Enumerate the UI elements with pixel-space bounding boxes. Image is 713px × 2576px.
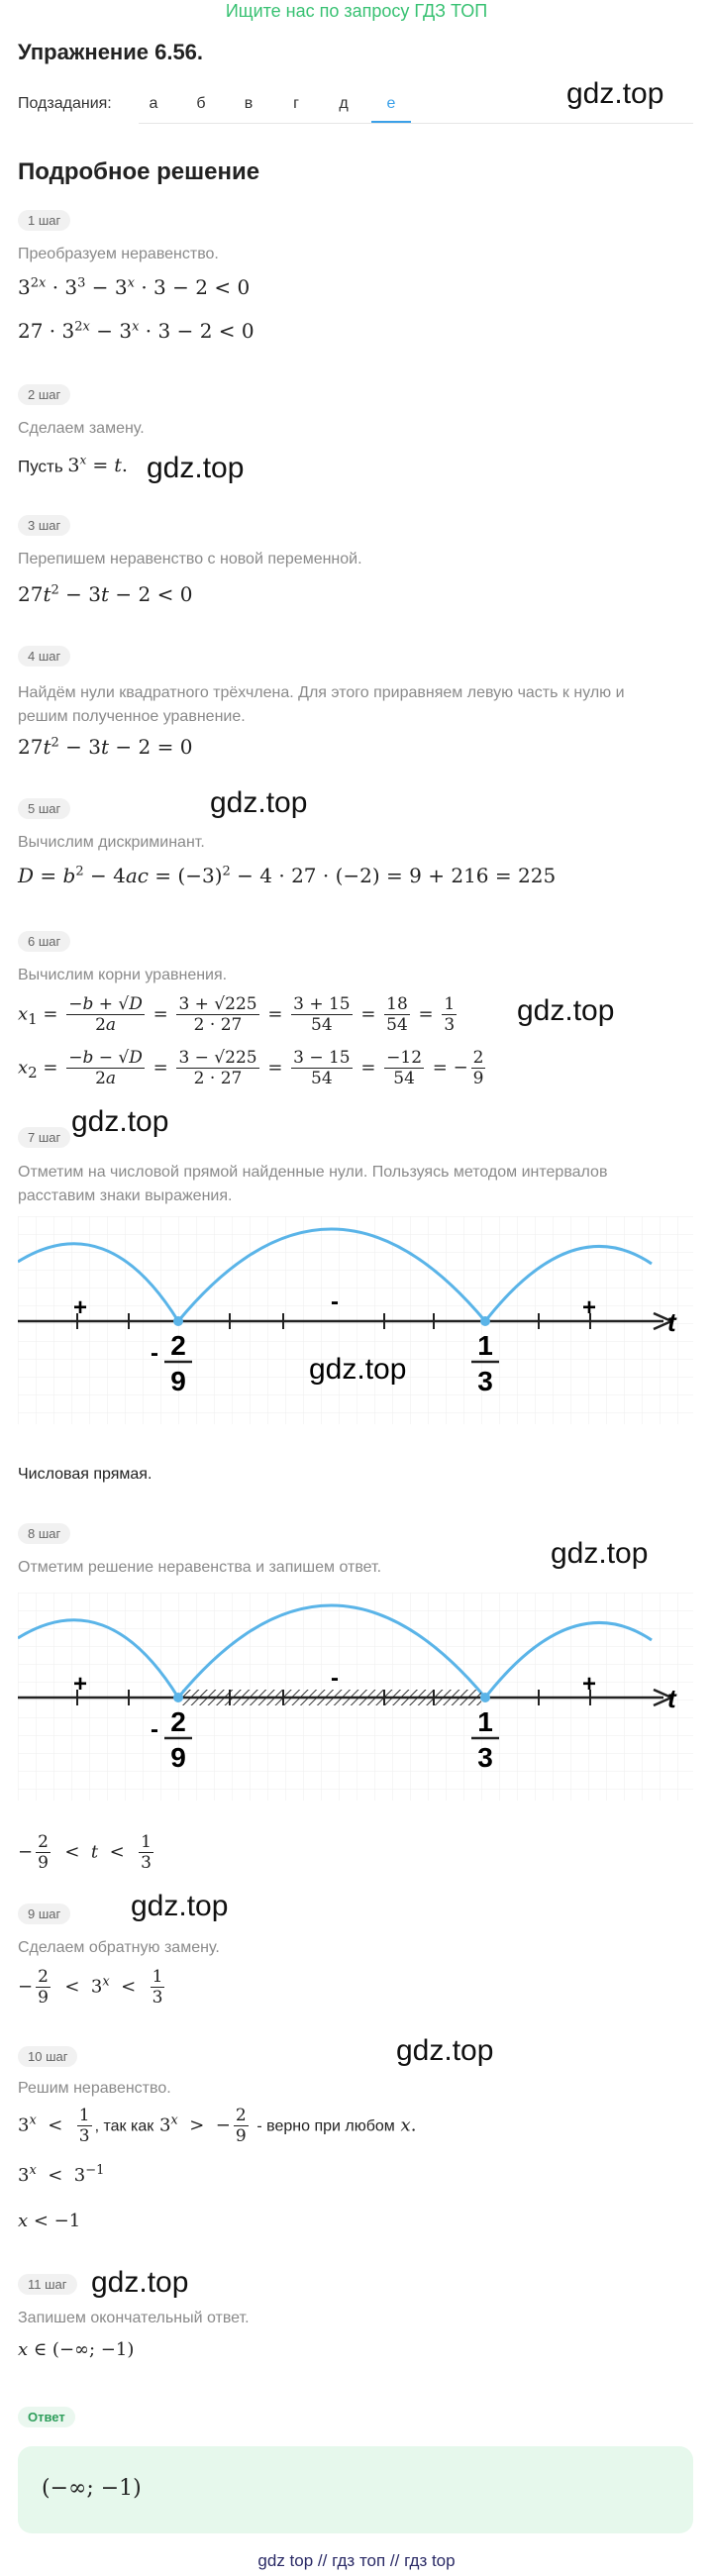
step-desc: Отметим на числовой прямой найденные нули. Пользуясь методом интервалов расставим знаки выражения. xyxy=(18,1164,608,1204)
minus-sign: - xyxy=(331,1288,339,1315)
tab-b[interactable]: б xyxy=(196,95,206,112)
brand-watermark: gdz.top xyxy=(551,1537,649,1570)
step-badge: 7 шаг xyxy=(18,1127,70,1148)
plus-sign: + xyxy=(73,1294,88,1321)
number-line-2 xyxy=(18,1593,693,1801)
left-root-sign: - xyxy=(151,1716,158,1743)
step-desc: Вычислим дискриминант. xyxy=(18,834,205,851)
step-badge: 9 шаг xyxy=(18,1904,70,1924)
brand-watermark: gdz.top xyxy=(396,2034,494,2067)
tab-v[interactable]: в xyxy=(244,95,254,112)
math-line: − $\frac{2}{9}$ < t < $\frac{1}{3}$ xyxy=(18,1832,152,1873)
right-root-numerator: 1 xyxy=(477,1330,493,1361)
step-desc: Вычислим корни уравнения. xyxy=(18,967,228,983)
step-desc: Перепишем неравенство с новой переменной. xyxy=(18,551,362,567)
math-line: $27 \cdot 3^{2x} - 3^x \cdot 3 - 2 < 0$ xyxy=(18,319,255,343)
axis-variable: t xyxy=(667,1684,676,1713)
plus-sign: + xyxy=(582,1671,597,1698)
step-text: , так как xyxy=(94,2117,154,2135)
subtasks-label: Подзадания: xyxy=(18,95,112,112)
right-root-numerator: 1 xyxy=(477,1706,493,1737)
tab-d[interactable]: д xyxy=(339,95,349,112)
brand-watermark: gdz.top xyxy=(566,77,664,110)
step-badge: 8 шаг xyxy=(18,1523,70,1544)
footer-links[interactable]: gdz top // гдз топ // гдз top xyxy=(257,2551,456,2570)
brand-watermark: gdz.top xyxy=(309,1353,407,1386)
tab-a[interactable]: а xyxy=(149,95,158,112)
exercise-title: Упражнение 6.56. xyxy=(18,40,204,64)
answer-badge: Ответ xyxy=(18,2407,75,2427)
brand-watermark: gdz.top xyxy=(210,786,308,819)
math-line: $27t^2 - 3t - 2 < 0$ xyxy=(18,582,193,606)
step-desc: Запишем окончательный ответ. xyxy=(18,2310,250,2326)
step-text: - верно при любом xyxy=(256,2117,395,2135)
math-line: $3^x < 3^{-1}$ xyxy=(18,2163,105,2186)
math-line: x < −1 xyxy=(18,2211,81,2231)
left-root-numerator: 2 xyxy=(170,1706,186,1737)
substitution-text: Пусть xyxy=(18,457,63,476)
step-desc: Сделаем обратную замену. xyxy=(18,1939,220,1956)
step-badge: 11 шаг xyxy=(18,2274,77,2295)
number-line-1 xyxy=(18,1216,693,1424)
step-badge: 1 шаг xyxy=(18,210,70,231)
step-desc: Решим неравенство. xyxy=(18,2080,171,2097)
step-desc: Сделаем замену. xyxy=(18,420,145,437)
step-desc: Отметим решение неравенства и запишем ответ. xyxy=(18,1559,382,1576)
math-line: $27t^2 - 3t - 2 = 0$ xyxy=(18,735,193,759)
brand-watermark: gdz.top xyxy=(131,1890,229,1922)
plus-sign: + xyxy=(73,1671,88,1698)
active-tab-indicator xyxy=(371,121,411,123)
math-line: $x_2$ = $\frac{-b - √D}{2a}$ = $\frac{3 - √225}{2 \cdot 27}$ = $\frac{3 - 15}{54}$ = $\frac{-12}{54}$ = − $\frac{2}{9}$ xyxy=(18,1048,484,1088)
step-desc: Преобразуем неравенство. xyxy=(18,246,219,262)
left-root-denominator: 9 xyxy=(170,1366,186,1396)
top-banner[interactable]: Ищите нас по запросу ГДЗ ТОП xyxy=(225,1,488,21)
step-badge: 6 шаг xyxy=(18,931,70,952)
step-badge: 5 шаг xyxy=(18,798,70,819)
right-root-denominator: 3 xyxy=(477,1742,493,1773)
math-line: − $\frac{2}{9}$ < 3$^x$ < $\frac{1}{3}$ xyxy=(18,1967,163,2008)
plus-sign: + xyxy=(582,1294,597,1321)
minus-sign: - xyxy=(331,1665,339,1692)
step-badge: 10 шаг xyxy=(18,2046,77,2067)
step-desc: Найдём нули квадратного трёхчлена. Для этого приравняем левую часть к нулю и решим полученное уравнение. xyxy=(18,684,625,725)
answer-value: (−∞; −1) xyxy=(42,2476,142,2501)
math-line: $3^{2x} \cdot 3^3 - 3^x \cdot 3 - 2 < 0$ xyxy=(18,275,251,299)
math-line: x ∈ (−∞; −1) xyxy=(18,2339,135,2360)
brand-watermark: gdz.top xyxy=(91,2266,189,2299)
brand-watermark: gdz.top xyxy=(147,452,245,484)
left-root-denominator: 9 xyxy=(170,1742,186,1773)
step-badge: 4 шаг xyxy=(18,646,70,667)
substitution-line: Пусть $3^x = t$. xyxy=(18,454,128,477)
step-badge: 3 шаг xyxy=(18,515,70,536)
brand-watermark: gdz.top xyxy=(517,994,615,1027)
number-line-caption: Числовая прямая. xyxy=(18,1466,153,1483)
step-badge: 2 шаг xyxy=(18,384,70,405)
math-line: $x_1$ = $\frac{-b + √D}{2a}$ = $\frac{3 + √225}{2 \cdot 27}$ = $\frac{3 + 15}{54}$ = $\frac{18}{54}$ = $\frac{1}{3}$ xyxy=(18,994,456,1035)
left-root-sign: - xyxy=(151,1340,158,1367)
math-line: $D = b^2 - 4ac = (-3)^2 - 4 \cdot 27 \cdot (-2) = 9 + 216 = 225$ xyxy=(18,864,557,887)
math-line: 3$^x$ < $\frac{1}{3}$ , так как 3$^x$ > − $\frac{2}{9}$ - верно при любом x. xyxy=(18,2106,417,2146)
tab-g[interactable]: г xyxy=(293,95,299,112)
tab-e[interactable]: е xyxy=(386,95,396,112)
section-title: Подробное решение xyxy=(18,158,260,185)
left-root-numerator: 2 xyxy=(170,1330,186,1361)
axis-variable: t xyxy=(667,1307,676,1337)
brand-watermark: gdz.top xyxy=(71,1105,169,1138)
right-root-denominator: 3 xyxy=(477,1366,493,1396)
